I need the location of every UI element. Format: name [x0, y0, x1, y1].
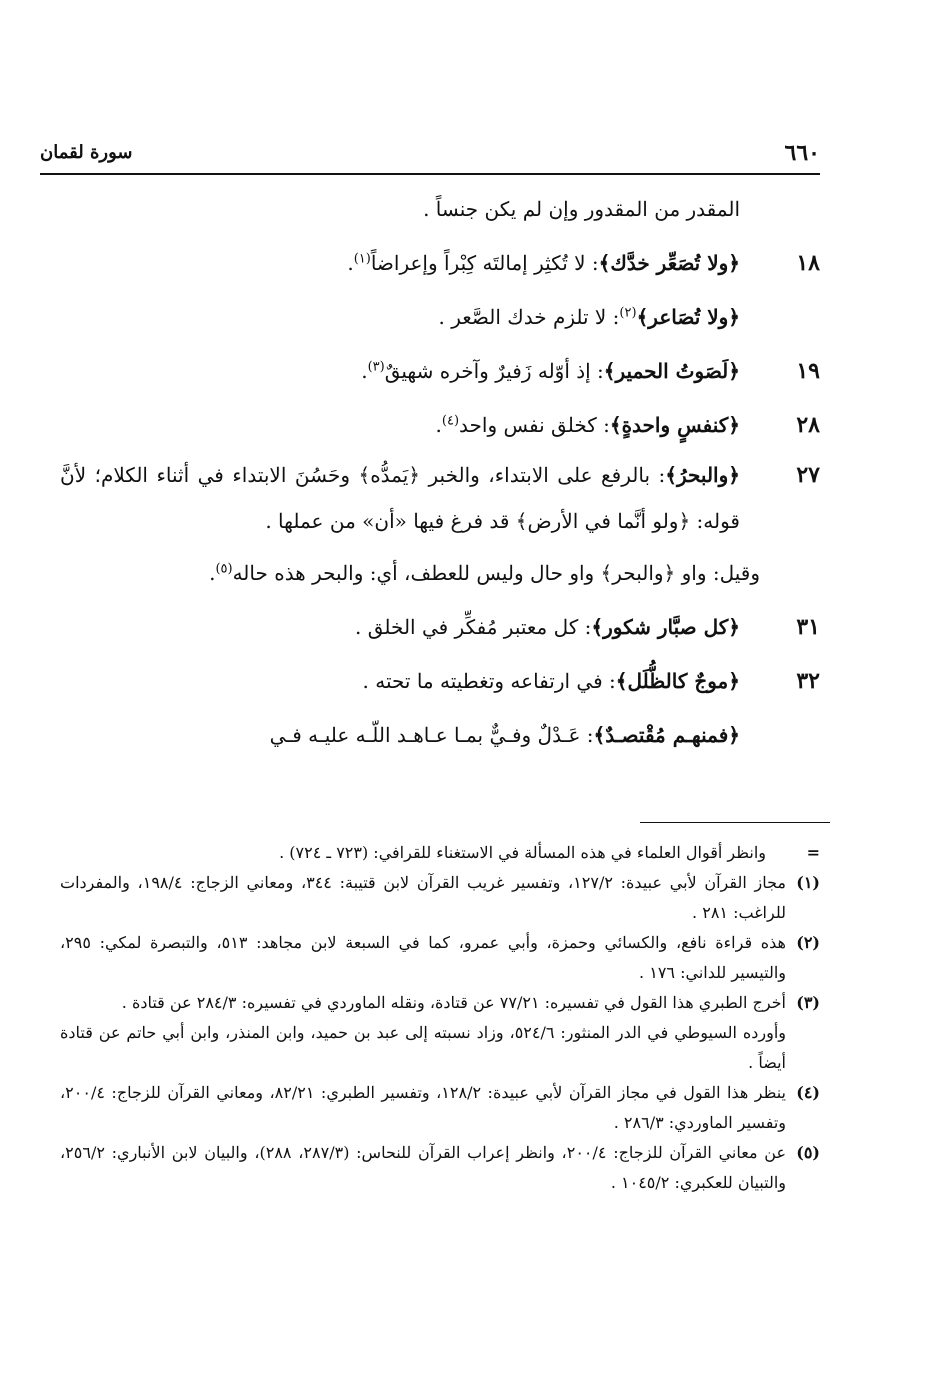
page-header — [40, 140, 820, 174]
lemma: ﴿كنفسٍ واحدةٍ﴾ — [609, 413, 740, 437]
footnotes — [60, 838, 820, 1198]
carryover-mark: = — [806, 843, 820, 862]
entry-32 — [70, 654, 820, 708]
gloss: : بالرفع على الابتداء، والخبر ﴿يَمدُّه﴾ وحَسُنَ الابتداء في أثناء الكلام؛ لأنَّ قوله: ﴿ولو أنَّما في الأرض﴾ قد فرغ فيها «أن» من عملها . — [60, 463, 740, 533]
lemma: ﴿والبحرُ﴾ — [665, 463, 740, 487]
footnote-4 — [60, 1078, 820, 1138]
entry-19: ١٩ ﴿لَصَوتُ الحمير﴾: إذ أوّله زَفيرٌ وآخره شهيقٌ$^{(٣)}$. — [70, 344, 820, 398]
footnote-text: عن معاني القرآن للزجاج: ٢٠٠/٤، وانظر إعراب القرآن للنحاس: (٢٨٧/٣، ٢٨٨)، والبيان لابن الأنباري: ٢٥٦/٢، والتبيان للعكبري: ١٠٤٥/٢ . — [60, 1143, 787, 1192]
footnote-ref[interactable]: (٤) — [441, 413, 460, 429]
header-rule — [40, 173, 820, 175]
entry-18b — [70, 290, 820, 344]
entry-18: ١٨ ﴿ولا تُصَعِّر خدَّك﴾: لا تُكثِر إمالتَه كِبْراً وإعراضاً$^{(١)}$. — [70, 236, 820, 290]
paragraph-note: وقيل: واو ﴿والبحر﴾ واو حال وليس للعطف، أي: والبحر هذه حاله$^{(٥)}$. — [209, 561, 760, 585]
footnote-ref[interactable]: (٣) — [367, 359, 385, 375]
gloss: : في ارتفاعه وتغطيته ما تحته . — [362, 669, 616, 693]
footnote-text: هذه قراءة نافع، والكسائي وحمزة، وأبي عمرو، كما في السبعة لابن مجاهد: ٥١٣، والتبصرة لمكي: ٢٩٥، والتيسير للداني: ١٧٦ . — [60, 933, 786, 982]
lemma: ﴿ولا تُصَاعر﴾ — [636, 305, 740, 329]
footnote-text: أخرج الطبري هذا القول في تفسيره: ٧٧/٢١ عن قتادة، ونقله الماوردي في تفسيره: ٢٨٤/٣ عن قتادة . — [121, 993, 786, 1012]
verse-number: ٢٧ — [796, 462, 820, 488]
footnote-2 — [60, 928, 820, 988]
gloss: : كل معتبر مُفكِّر في الخلق . — [355, 615, 592, 639]
footnote-text: ينظر هذا القول في مجاز القرآن لأبي عبيدة: ١٢٨/٢، وتفسير الطبري: ٨٢/٢١، ومعاني القرآن للزجاج: ٢٠٠/٤، وتفسير الماوردي: ٢٨٦/٣ . — [60, 1083, 787, 1132]
footnote-text: مجاز القرآن لأبي عبيدة: ١٢٧/٢، وتفسير غريب القرآن لابن قتيبة: ٣٤٤، ومعاني الزجاج: ١٩٨/٤، والمفردات للراغب: ٢٨١ . — [60, 873, 786, 922]
entry-27 — [60, 452, 820, 544]
lemma: ﴿ولا تُصَعِّر خدَّك﴾ — [598, 251, 740, 275]
footnote-number: (٢) — [796, 933, 820, 952]
gloss: : لا تلزم خدك الصَّعر . — [438, 305, 620, 329]
lemma: ﴿موجٌ كالظُّلَل﴾ — [615, 669, 740, 693]
footnote-ref[interactable]: (٥) — [215, 561, 233, 577]
footnote-3 — [60, 988, 820, 1018]
footnote-number: (٥) — [796, 1143, 820, 1162]
running-title: سورة لقمان — [40, 142, 133, 163]
entry-32b — [70, 708, 820, 762]
verse-number: ٢٨ — [796, 412, 820, 438]
continuation-text: المقدر من المقدور وإن لم يكن جنساً . — [423, 197, 740, 221]
main-text — [60, 182, 820, 762]
gloss: : لا تُكثِر إمالتَه كِبْراً وإعراضاً — [370, 251, 599, 275]
verse-number: ٣١ — [796, 614, 820, 640]
lemma: ﴿فمنهـم مُقْتصـدٌ﴾ — [593, 723, 740, 747]
footnote-number: (٣) — [796, 993, 820, 1012]
footnote-1 — [60, 868, 820, 928]
footnote-number: (١) — [796, 873, 820, 892]
verse-number: ١٨ — [796, 250, 820, 276]
gloss: : كخلق نفس واحد — [459, 413, 610, 437]
verse-number: ١٩ — [796, 358, 820, 384]
lemma: ﴿كل صبَّار شكور﴾ — [591, 615, 740, 639]
paragraph-text: وقيل: واو ﴿والبحر﴾ واو حال وليس للعطف، أي: والبحر هذه حاله — [232, 561, 760, 585]
verse-number: ٣٢ — [796, 668, 820, 694]
footnote-text: وانظر أقوال العلماء في هذه المسألة في الاستغناء للقرافي: (٧٢٣ ـ ٧٢٤) . — [279, 843, 766, 862]
gloss: : عَـدْلٌ وفـيٌّ بمـا عـاهـد اللّـه عليـه فـي — [269, 723, 594, 747]
footnote-5 — [60, 1138, 820, 1198]
footnote-rule — [640, 822, 830, 823]
gloss: : إذ أوّله زَفيرٌ وآخره شهيقٌ — [384, 359, 604, 383]
continuation-line — [70, 182, 820, 236]
footnote-ref[interactable]: (١) — [353, 251, 371, 267]
lemma: ﴿لَصَوتُ الحمير﴾ — [603, 359, 740, 383]
page-number: ٦٦٠ — [784, 140, 820, 166]
entry-28: ٢٨ ﴿كنفسٍ واحدةٍ﴾: كخلق نفس واحد$^{(٤)}$. — [70, 398, 820, 452]
footnote-number: (٤) — [796, 1083, 820, 1102]
footnote-carryover — [60, 838, 820, 868]
footnote-3-continued: وأورده السيوطي في الدر المنثور: ٥٢٤/٦، وزاد نسبته إلى عبد بن حميد، وابن المنذر، وابن أبي حاتم عن قتادة أيضاً . — [60, 1023, 787, 1072]
footnote-ref[interactable]: (٢) — [619, 305, 637, 321]
entry-31 — [70, 600, 820, 654]
